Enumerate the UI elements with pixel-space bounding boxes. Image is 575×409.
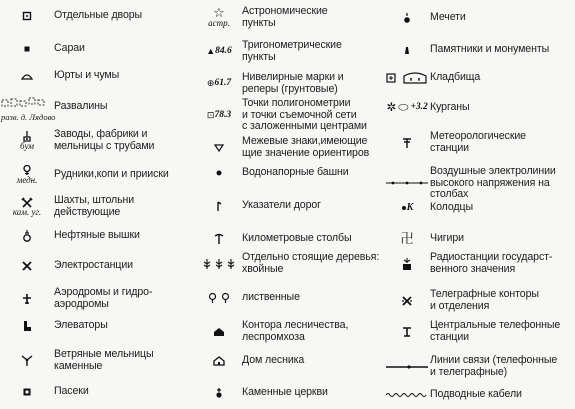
deciduous-icon: [196, 292, 242, 304]
conifer-icon: [196, 258, 242, 270]
benchmark-icon: ⊕ 61.7: [206, 78, 232, 88]
square-dot-icon: [0, 11, 54, 21]
legend-label: Нивелирные марки и реперы (грунтовые): [242, 71, 344, 95]
oil-tower-icon: [0, 229, 54, 243]
symbol-sublabel: бум: [20, 141, 34, 151]
airfield-icon: [0, 293, 54, 305]
underwater-cable-icon: [384, 392, 430, 398]
legend-row: [384, 71, 575, 85]
comm-line-icon: [384, 364, 430, 370]
legend-column-3: [384, 0, 575, 409]
km-post-icon: [196, 233, 242, 245]
legend-row: [196, 320, 386, 343]
legend-row: [384, 289, 575, 312]
legend-label: Шахты, штольни действующие: [54, 194, 135, 218]
legend-label: Элеваторы: [54, 319, 108, 332]
symbol-value: 84.6: [215, 46, 232, 56]
windmill-icon: [0, 355, 54, 367]
legend-label: Каменные церкви: [242, 386, 328, 399]
legend-label: Тригонометрические пункты: [242, 39, 342, 63]
legend-row: [0, 386, 200, 398]
legend-row: [384, 131, 575, 154]
legend-label: Дом лесника: [242, 354, 305, 366]
legend-label: Ветряные мельницы каменные: [54, 348, 154, 372]
legend-row: [0, 349, 200, 372]
symbol-value: 61.7: [214, 78, 232, 88]
legend-row: [196, 40, 386, 63]
legend-row: [0, 229, 200, 243]
legend-row: [196, 292, 386, 304]
legend-row: [384, 389, 575, 401]
triangle-icon: ▲ 84.6: [206, 46, 232, 56]
legend-label: Сараи: [54, 42, 85, 54]
legend-label: Линии связи (телефонные и телеграфные): [430, 354, 558, 378]
legend-row: [384, 355, 575, 378]
legend-row: [196, 387, 386, 399]
legend-label: Колодцы: [430, 201, 473, 213]
legend-row: [0, 43, 200, 55]
kurgan-icon: ✲ ⬭ +3.2: [386, 100, 428, 115]
legend-label: Развалины: [54, 100, 108, 112]
well-icon: K: [384, 202, 430, 213]
legend-label: Водонапорные башни: [242, 166, 349, 178]
symbol-value: 78.3: [214, 109, 232, 120]
legend-row: [0, 129, 200, 152]
legend-label: Нефтяные вышки: [54, 229, 140, 242]
legend-row: [384, 202, 575, 214]
legend-label: Электростанции: [54, 259, 133, 272]
dot-icon: [0, 45, 54, 53]
telephone-station-icon: [384, 326, 430, 338]
stone-church-icon: [196, 387, 242, 399]
legend-row: [0, 287, 200, 310]
legend-row: [196, 98, 386, 133]
legend-row: [384, 44, 575, 56]
legend-label: Указатели дорог: [242, 199, 321, 212]
legend-row: [0, 195, 200, 218]
legend-label: Телеграфные конторы и отделения: [430, 288, 539, 312]
legend-label: Юрты и чумы: [54, 69, 120, 81]
weather-station-icon: [384, 137, 430, 149]
legend-label: Мечети: [430, 11, 466, 24]
legend-label: Астрономические пункты: [242, 5, 328, 29]
legend-row: [196, 252, 386, 275]
legend-row: [0, 70, 200, 82]
legend-label: Заводы, фабрики и мельницы с трубами: [54, 128, 155, 152]
water-tower-icon: [196, 169, 242, 177]
legend-label: Курганы: [430, 101, 470, 113]
legend-label: Центральные телефонные станции: [430, 319, 561, 343]
legend-label: Аэродромы и гидро- аэродромы: [54, 286, 153, 310]
legend-label: Чигири: [430, 232, 464, 244]
pick-hammer-icon: [0, 197, 54, 217]
cemetery-icon: [384, 71, 430, 85]
legend-row: [384, 102, 575, 114]
legend-column-2: [196, 0, 386, 409]
legend-row: [0, 10, 200, 22]
legend-row: [0, 101, 200, 113]
radio-station-icon: [384, 257, 430, 271]
forester-house-icon: [196, 356, 242, 366]
ruins-sublabel: разв. д. Лядово: [1, 112, 56, 122]
legend-label: Кладбища: [430, 71, 481, 84]
signpost-icon: [196, 200, 242, 212]
legend-row: [196, 167, 386, 179]
monument-icon: [384, 45, 430, 55]
legend-row: [196, 72, 386, 95]
legend-row: [384, 252, 575, 275]
mosque-icon: [384, 12, 430, 24]
legend-label: Точки полигонометрии и точки съемочной сети с заложенными центрами: [242, 97, 367, 132]
legend-label: Километровые столбы: [242, 232, 352, 245]
legend-label: Отдельные дворы: [54, 9, 143, 21]
power-line-icon: [384, 179, 430, 187]
legend-row: [0, 164, 200, 185]
legend-row: [384, 12, 575, 24]
boundary-sign-icon: [196, 144, 242, 152]
symbol-value: +3.2: [410, 102, 428, 113]
legend-label: Пасеки: [54, 385, 89, 397]
star-icon: ☆ астр.: [208, 5, 230, 28]
mine-icon: [0, 164, 54, 185]
legend-label: Метеорологические станции: [430, 130, 526, 154]
legend-row: [196, 6, 386, 29]
legend-row: [196, 136, 386, 159]
factory-icon: [0, 130, 54, 151]
legend-label: Межевые знаки,имеющие щие значение ориентиров: [242, 135, 370, 159]
legend-label: Рудники,копи и прииски: [54, 167, 169, 180]
yurt-icon: [0, 71, 54, 81]
telegraph-icon: [384, 295, 430, 307]
chigir-icon: 卍: [400, 231, 414, 247]
legend-label: Отдельно стоящие деревья: хвойные: [242, 251, 380, 275]
legend-label: Воздушные электролинии высокого напряжения на столбах: [430, 165, 556, 200]
legend-column-1: [0, 0, 200, 409]
legend-row: [0, 260, 200, 272]
symbol-sublabel: кам. уг.: [12, 206, 42, 217]
symbol-sublabel: медн.: [16, 175, 38, 185]
symbol-sublabel: астр.: [208, 18, 230, 28]
legend-label: Памятники и монументы: [430, 43, 550, 55]
legend-label: Радиостанции государст- венного значения: [430, 251, 553, 275]
legend-label: лиственные: [242, 291, 300, 304]
legend-row: [196, 200, 386, 212]
legend-row: [384, 233, 575, 245]
legend-label: Контора лесничества, леспромхоза: [242, 319, 349, 343]
legend-label: Подводные кабели: [430, 388, 522, 400]
power-station-icon: [0, 260, 54, 272]
legend-row: [384, 166, 575, 201]
legend-row: [0, 320, 200, 332]
legend-row: [384, 320, 575, 343]
survey-point-icon: ⊡ 78.3: [206, 109, 232, 120]
apiary-icon: [0, 387, 54, 397]
elevator-icon: [0, 320, 54, 332]
forestry-office-icon: [196, 327, 242, 337]
legend-row: [196, 233, 386, 245]
legend-row: [196, 355, 386, 367]
